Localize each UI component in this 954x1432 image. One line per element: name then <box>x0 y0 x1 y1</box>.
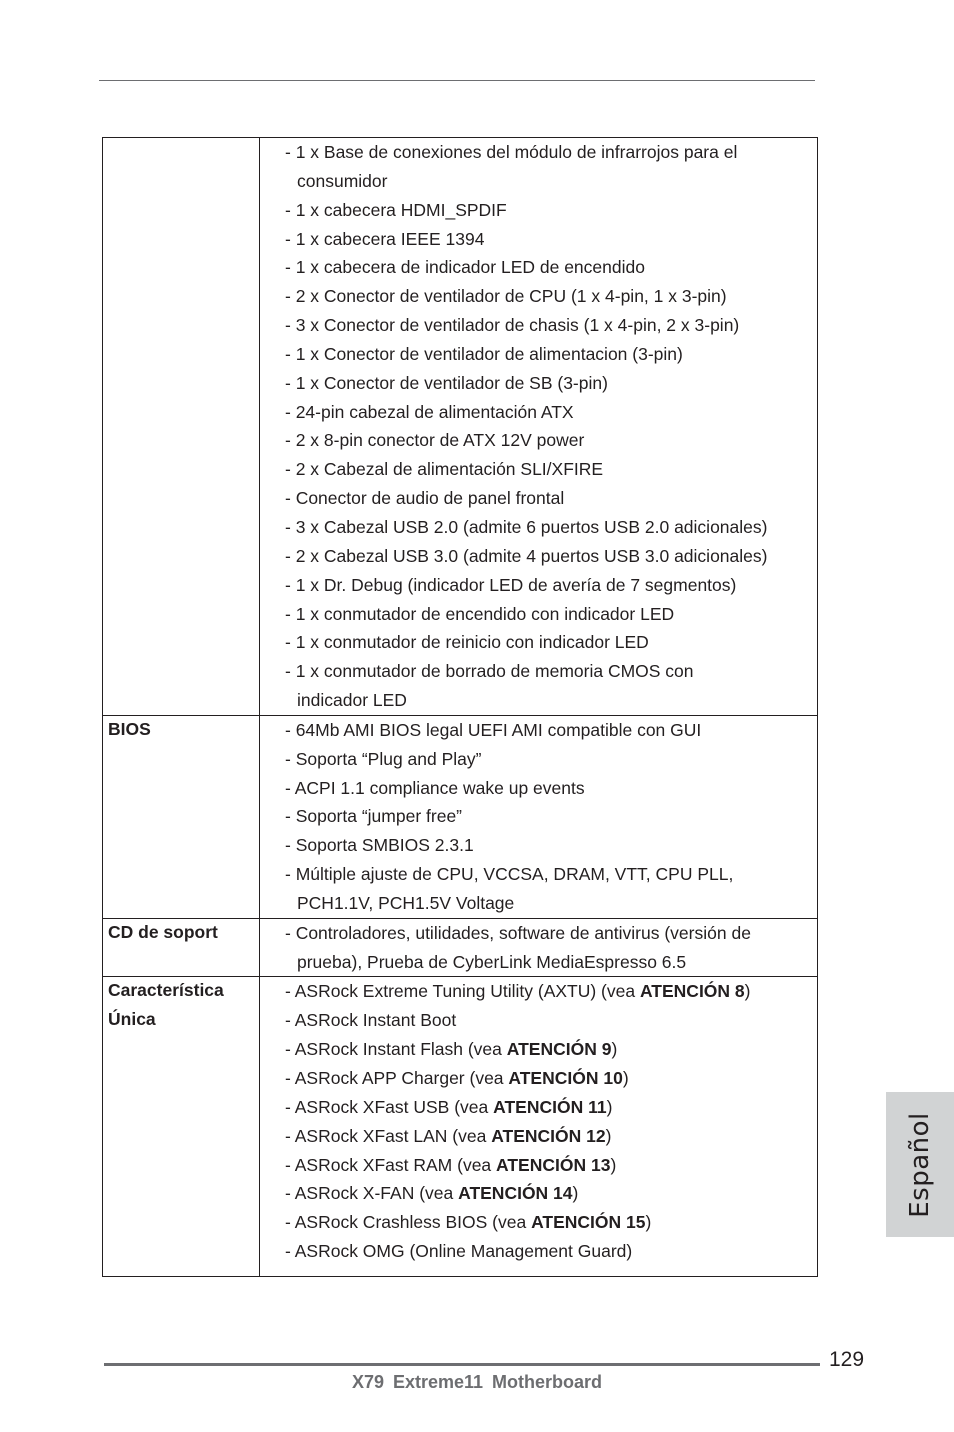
spec-item-line <box>285 340 817 369</box>
spec-item-line <box>285 455 817 484</box>
spec-item-line <box>285 398 817 427</box>
spec-item-line <box>285 600 817 629</box>
spec-item-text: - 1 x Conector de ventilador de SB (3-pin) <box>285 372 608 393</box>
spec-item-list <box>285 138 817 715</box>
spec-item-text: - 1 x Conector de ventilador de alimentacion (3-pin) <box>285 343 683 364</box>
spec-table-body <box>103 138 818 1277</box>
spec-item-text: - ASRock XFast USB (vea <box>285 1096 494 1117</box>
spec-item-line <box>285 282 817 311</box>
spec-item-text: - 2 x Conector de ventilador de CPU (1 x 4-pin, 1 x 3-pin) <box>285 286 727 307</box>
spec-item-line <box>285 1064 817 1093</box>
spec-item-text: - Soporta “jumper free” <box>285 806 463 827</box>
spec-item-line <box>285 686 817 715</box>
spec-item-text: - 1 x cabecera de indicador LED de encendido <box>285 257 645 278</box>
spec-item-text: - 1 x Dr. Debug (indicador LED de avería de 7 segmentos) <box>285 574 737 595</box>
spec-row <box>103 715 818 918</box>
spec-item-line <box>285 628 817 657</box>
note-reference: ATENCIÓN 13 <box>496 1154 611 1175</box>
spec-item-line <box>285 948 817 977</box>
spec-item-line <box>285 802 817 831</box>
spec-item-line <box>285 196 817 225</box>
spec-item-line <box>285 225 817 254</box>
spec-item-text: ) <box>605 1125 612 1146</box>
spec-row <box>103 977 818 1276</box>
spec-item-text: ) <box>645 1212 652 1233</box>
note-reference: ATENCIÓN 14 <box>458 1183 573 1204</box>
spec-item-text: indicador LED <box>297 690 407 711</box>
spec-item-text: - 1 x conmutador de reinicio con indicador LED <box>285 632 649 653</box>
spec-item-line <box>285 1122 817 1151</box>
spec-item-text: prueba), Prueba de CyberLink MediaEspresso 6.5 <box>297 951 687 972</box>
spec-item-line <box>285 860 817 889</box>
spec-item-line <box>285 774 817 803</box>
spec-item-text: - 2 x 8-pin conector de ATX 12V power <box>285 430 585 451</box>
spec-item-line <box>285 138 817 167</box>
footer-title: X79 Extreme11 Motherboard <box>351 1372 603 1392</box>
spec-label-cell <box>103 977 260 1276</box>
spec-item-text: ) <box>611 1039 618 1060</box>
spec-item-line <box>285 1151 817 1180</box>
spec-content-cell <box>260 138 818 716</box>
header-rule <box>99 80 815 81</box>
spec-item-text: - ASRock Crashless BIOS (vea <box>285 1212 532 1233</box>
spec-item-text: ) <box>622 1068 629 1088</box>
spec-item-line <box>285 831 817 860</box>
spec-item-text: - ASRock X-FAN (vea <box>285 1183 459 1204</box>
spec-content-cell <box>260 977 818 1276</box>
page-number: 129 <box>829 1348 865 1371</box>
spec-item-line <box>285 1208 817 1237</box>
spec-item-line <box>285 919 817 948</box>
spec-item-line <box>285 484 817 513</box>
spec-item-line <box>285 1179 817 1208</box>
spec-item-line <box>285 513 817 542</box>
spec-item-line <box>285 745 817 774</box>
spec-item-text: - 1 x cabecera IEEE 1394 <box>285 228 485 249</box>
spec-item-line <box>285 426 817 455</box>
spec-item-line <box>285 657 817 686</box>
spec-item-text: - 1 x conmutador de borrado de memoria CMOS con <box>285 661 694 682</box>
spec-label: CD de soport <box>108 921 218 942</box>
spec-item-text: - 1 x conmutador de encendido con indicador LED <box>285 603 675 624</box>
spec-item-line <box>285 253 817 282</box>
spec-item-text: - ACPI 1.1 compliance wake up events <box>285 777 585 798</box>
spec-item-line <box>285 542 817 571</box>
spec-label-cell <box>103 138 260 716</box>
spec-item-list <box>285 919 817 977</box>
spec-item-text: ) <box>606 1096 613 1117</box>
spec-row <box>103 918 818 977</box>
spec-item-list <box>285 716 817 918</box>
spec-item-line <box>285 716 817 745</box>
spec-item-text: - ASRock Instant Flash (vea <box>285 1039 507 1060</box>
note-reference: ATENCIÓN 9 <box>506 1039 612 1060</box>
spec-item-text: - Soporta SMBIOS 2.3.1 <box>285 835 474 856</box>
spec-item-text: ) <box>610 1154 617 1175</box>
spec-item-line <box>285 889 817 918</box>
spec-item-line <box>285 369 817 398</box>
spec-item-text: - Múltiple ajuste de CPU, VCCSA, DRAM, VTT, CPU PLL, <box>285 864 734 885</box>
footer-rule <box>104 1363 820 1366</box>
spec-item-line <box>285 1093 817 1122</box>
spec-item-text: - 3 x Conector de ventilador de chasis (1 x 4-pin, 2 x 3-pin) <box>285 315 740 336</box>
spec-item-text: - 64Mb AMI BIOS legal UEFI AMI compatible con GUI <box>285 719 702 740</box>
language-tab-label: Español <box>905 1111 935 1218</box>
spec-item-line <box>285 1035 817 1064</box>
spec-item-line <box>285 571 817 600</box>
spec-item-text: - 2 x Cabezal de alimentación SLI/XFIRE <box>285 459 604 480</box>
spec-item-text: - Soporta “Plug and Play” <box>285 748 482 769</box>
spec-content-cell <box>260 918 818 977</box>
spec-item-text: PCH1.1V, PCH1.5V Voltage <box>297 892 515 913</box>
spec-item-text: - ASRock XFast RAM (vea <box>285 1154 497 1175</box>
note-reference: ATENCIÓN 11 <box>493 1096 607 1117</box>
spec-content-cell <box>260 715 818 918</box>
spec-row <box>103 138 818 716</box>
spec-label-cell <box>103 715 260 918</box>
spec-item-text: - 2 x Cabezal USB 3.0 (admite 4 puertos USB 3.0 adicionales) <box>285 545 768 566</box>
spec-item-text: - 24-pin cabezal de alimentación ATX <box>285 401 574 422</box>
spec-item-line <box>285 977 817 1006</box>
spec-item-line <box>285 1237 817 1266</box>
spec-item-text: - ASRock XFast LAN (vea <box>285 1125 492 1146</box>
note-reference: ATENCIÓN 12 <box>491 1125 606 1146</box>
spec-item-text: - 1 x Base de conexiones del módulo de infrarrojos para el <box>285 142 738 162</box>
spec-item-text: - ASRock Instant Boot <box>285 1010 457 1031</box>
spec-table <box>102 137 818 1277</box>
spec-label: Característica <box>108 980 224 1001</box>
spec-item-text: consumidor <box>297 170 388 191</box>
spec-item-text: - ASRock APP Charger (vea <box>285 1068 509 1088</box>
spec-item-line <box>285 311 817 340</box>
note-reference: ATENCIÓN 15 <box>531 1212 646 1233</box>
spec-item-text: ) <box>572 1183 579 1204</box>
note-reference: ATENCIÓN 10 <box>508 1068 623 1088</box>
spec-item-list <box>285 977 817 1275</box>
spec-item-line <box>285 167 817 196</box>
spec-item-line <box>285 1006 817 1035</box>
spec-item-text: - 3 x Cabezal USB 2.0 (admite 6 puertos USB 2.0 adicionales) <box>285 516 768 537</box>
spec-label: BIOS <box>108 718 151 739</box>
spec-label: Única <box>108 1009 156 1030</box>
spec-item-text: - 1 x cabecera HDMI_SPDIF <box>285 199 507 220</box>
note-reference: ATENCIÓN 8 <box>639 981 745 1002</box>
spec-item-text: - ASRock Extreme Tuning Utility (AXTU) (vea <box>285 981 640 1002</box>
spec-label-cell <box>103 918 260 977</box>
spec-item-text: - ASRock OMG (Online Management Guard) <box>285 1241 633 1262</box>
spec-item-text: - Conector de audio de panel frontal <box>285 488 565 509</box>
spec-item-text: ) <box>744 981 751 1002</box>
language-tab[interactable] <box>886 1092 954 1237</box>
spec-item-text: - Controladores, utilidades, software de antivirus (versión de <box>285 922 751 943</box>
